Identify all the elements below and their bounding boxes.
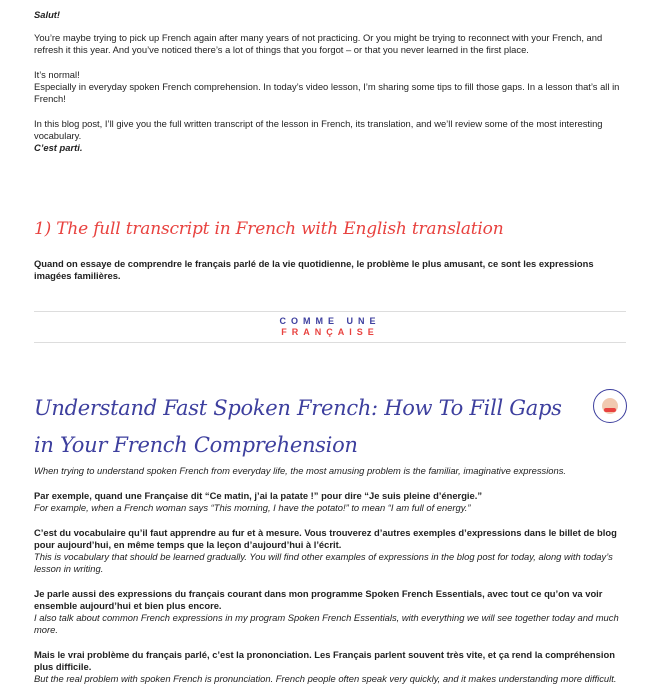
transcript-en: But the real problem with spoken French is pronunciation. French people often speak very quickly, and it makes understanding more difficult. (34, 673, 617, 684)
transcript-fr: Par exemple, quand une Française dit “Ce matin, j’ai la patate !” pour dire “Je suis pleine d’énergie.” (34, 490, 483, 501)
comme-une-francaise-badge-icon (593, 389, 627, 423)
lesson-intro-en: When trying to understand spoken French from everyday life, the most amusing problem is the familiar, imaginative expressions. (34, 465, 567, 476)
transcript-en: I also talk about common French expressions in my program Spoken French Essentials, with everything we will see together today and much more. (34, 612, 619, 635)
transcript-fr: C’est du vocabulaire qu’il faut apprendre au fur et à mesure. Vous trouverez d’autres exemples d’expressions dans le billet de blog pour aujourd’hui, en même temps que la leçon d’aujourd’hui à l’écrit. (34, 527, 617, 550)
intro-paragraph-2b: Especially in everyday spoken French comprehension. In today’s video lesson, I’m sharing some tips to fill those gaps. In a lesson that’s all in French! (34, 81, 620, 104)
transcript-en: For example, when a French woman says “This morning, I have the potato!” to mean “I am full of energy.” (34, 502, 471, 513)
greeting: Salut! (34, 9, 61, 20)
badge-face-icon (602, 398, 618, 414)
intro-cest-parti: C’est parti. (34, 142, 83, 153)
intro-section (34, 9, 626, 154)
transcript-pair (34, 490, 626, 514)
logo-line-2: FRANÇAISE (281, 327, 379, 337)
transcript-pair (34, 649, 626, 685)
transcript-pair (34, 588, 626, 636)
section-heading: 1) The full transcript in French with English translation (34, 219, 504, 239)
divider-bottom (34, 342, 626, 343)
lesson-title: Understand Fast Spoken French: How To Fill Gaps in Your French Comprehension (34, 396, 562, 457)
section-lead (34, 258, 626, 282)
intro-paragraph-2a: It’s normal! (34, 69, 80, 80)
intro-paragraph-3: In this blog post, I’ll give you the full written transcript of the lesson in French, its translation, and we’ll review some of the most interesting vocabulary. (34, 118, 603, 141)
transcript-en: This is vocabulary that should be learned gradually. You will find other examples of expressions in the blog post for today, along with today’s lesson in writing. (34, 551, 613, 574)
lesson-transcript (34, 465, 626, 685)
logo (0, 316, 660, 337)
logo-line-1: COMME UNE (279, 316, 381, 326)
section-lead-text: Quand on essaye de comprendre le français parlé de la vie quotidienne, le problème le plus amusant, ce sont les expressions imagées familières. (34, 258, 594, 281)
transcript-fr: Je parle aussi des expressions du français courant dans mon programme Spoken French Essentials, avec tout ce qu’on va voir ensemble aujourd’hui et bien plus encore. (34, 588, 603, 611)
intro-paragraph-1: You’re maybe trying to pick up French again after many years of not practicing. Or you might be trying to reconnect with your French, and refresh it this year. And you’ve noticed there’s a lot of things that you forgot – or that you never learned in the first place. (34, 32, 603, 55)
transcript-pair (34, 527, 626, 575)
divider-top (34, 311, 626, 312)
transcript-fr: Mais le vrai problème du français parlé, c’est la prononciation. Les Français parlent souvent très vite, et ça rend la compréhension plus difficile. (34, 649, 615, 672)
